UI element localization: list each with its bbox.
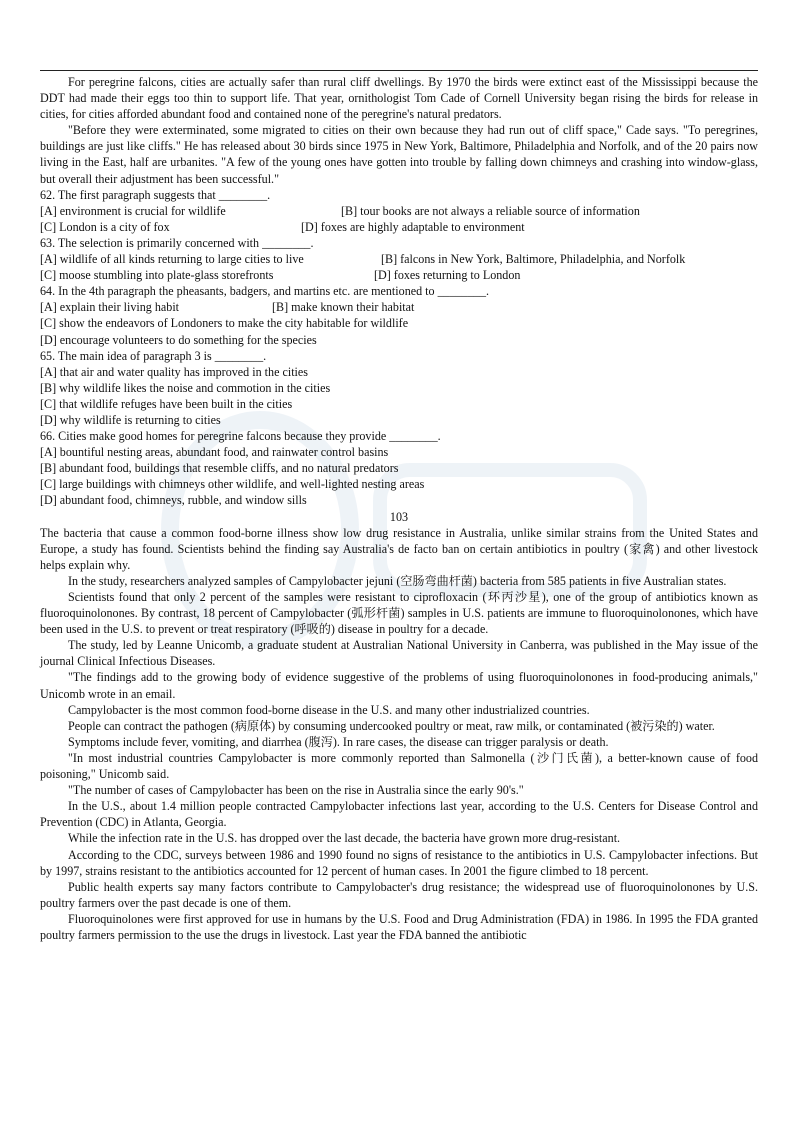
question-66-stem: 66. Cities make good homes for peregrine falcons because they provide ________. (40, 429, 441, 444)
passage2-paragraph: "In most industrial countries Campylobacter is more commonly reported than Salmonella (沙门氏菌), a better-known cause of food poisoning," Unicomb said. (40, 750, 758, 782)
question-63-options-row-2 (40, 267, 758, 283)
passage2-paragraph: While the infection rate in the U.S. has dropped over the last decade, the bacteria have grown more drug-resistant. (68, 831, 621, 846)
passage2-paragraph: "The number of cases of Campylobacter has been on the rise in Australia since the early 90's." (68, 783, 524, 798)
question-62-options-row-2 (40, 219, 758, 235)
passage2-paragraph: "The findings add to the growing body of evidence suggestive of the problems of using fluoroquinolonones in food-producing animals," Unicomb wrote in an email. (40, 670, 758, 701)
question-64-options-row-1 (40, 299, 758, 315)
passage2-paragraph: Scientists found that only 2 percent of the samples were resistant to ciprofloxacin (环丙沙星), one of the group of antibiotics known as fluoroquinolonones. By contrast, 18 percent of Campylobacter (弧形杆菌) samples in U.S. patients are immune to fluoroquinolonones, which have been used in the U.S. to prevent or treat respiratory (呼吸的) disease in poultry for a decade. (40, 590, 758, 637)
passage2-paragraph: Symptoms include fever, vomiting, and diarrhea (腹泻). In rare cases, the disease can trigger paralysis or death. (68, 734, 609, 749)
passage2-paragraph: The study, led by Leanne Unicomb, a graduate student at Australian National University in Canberra, was published in the May issue of the journal Clinical Infectious Diseases. (40, 638, 758, 669)
option-c: [C] London is a city of fox (40, 219, 170, 234)
option-b: [B] why wildlife likes the noise and commotion in the cities (40, 380, 331, 395)
top-rule (40, 70, 758, 71)
option-a: [A] environment is crucial for wildlife (40, 203, 226, 218)
option-c: [C] show the endeavors of Londoners to make the city habitable for wildlife (40, 316, 409, 331)
option-b: [B] falcons in New York, Baltimore, Philadelphia, and Norfolk (381, 252, 686, 267)
question-63-stem: 63. The selection is primarily concerned with ________. (40, 235, 314, 250)
question-63-options-row-1 (40, 251, 758, 267)
question-62-options-row-1 (40, 203, 758, 219)
document-page (40, 70, 758, 943)
question-62-stem: 62. The first paragraph suggests that ________. (40, 187, 271, 202)
option-d: [D] foxes are highly adaptable to environment (301, 219, 525, 234)
passage2-paragraph: In the U.S., about 1.4 million people contracted Campylobacter infections last year, according to the U.S. Centers for Disease Control and Prevention (CDC) in Atlanta, Georgia. (40, 799, 758, 830)
option-b: [B] abundant food, buildings that resemble cliffs, and no natural predators (40, 461, 399, 476)
option-a: [A] that air and water quality has improved in the cities (40, 364, 308, 379)
passage2-paragraph: Fluoroquinolones were first approved for use in humans by the U.S. Food and Drug Administration (FDA) in 1986. In 1995 the FDA granted poultry farmers permission to the use the drugs in livestock. Last year the FDA banned the antibiotic (40, 911, 758, 942)
option-d: [D] why wildlife is returning to cities (40, 412, 221, 427)
passage1-paragraph: For peregrine falcons, cities are actually safer than rural cliff dwellings. By 1970 the birds were extinct east of the Mississippi because the DDT had made their eggs too thin to support life. That year, ornithologist Tom Cade of Cornell University began rising the birds for release in cities, for cities afforded abundant food and contained none of the peregrine's natural predators. (40, 75, 758, 122)
passage2-paragraph: Campylobacter is the most common food-borne disease in the U.S. and many other industrialized countries. (68, 702, 590, 717)
option-c: [C] large buildings with chimneys other wildlife, and well-lighted nesting areas (40, 477, 425, 492)
option-a: [A] wildlife of all kinds returning to large cities to live (40, 252, 304, 267)
option-c: [C] moose stumbling into plate-glass storefronts (40, 268, 274, 283)
option-b: [B] make known their habitat (272, 300, 415, 315)
passage2-paragraph: The bacteria that cause a common food-borne illness show low drug resistance in Australia, unlike similar strains from the United States and Europe, a study has found. Scientists behind the finding say Australia's de facto ban on certain antibiotics in poultry (家禽) and other livestock helps explain why. (40, 525, 758, 572)
option-d: [D] encourage volunteers to do something for the species (40, 332, 317, 347)
option-d: [D] foxes returning to London (374, 268, 521, 283)
option-a: [A] explain their living habit (40, 300, 180, 315)
question-65-stem: 65. The main idea of paragraph 3 is ________. (40, 348, 267, 363)
option-d: [D] abundant food, chimneys, rubble, and window sills (40, 493, 307, 508)
passage2-paragraph: According to the CDC, surveys between 1986 and 1990 found no signs of resistance to the antibiotics in U.S. Campylobacter infections. But by 1997, strains resistant to the antibiotics accounted for 12 percent of human cases. In 2001 the figure climbed to 18 percent. (40, 847, 758, 878)
option-b: [B] tour books are not always a reliable source of information (341, 203, 640, 218)
option-a: [A] bountiful nesting areas, abundant food, and rainwater control basins (40, 445, 389, 460)
passage1-paragraph: "Before they were exterminated, some migrated to cities on their own because they had run out of cliff space," Cade says. "To peregrines, buildings are just like cliffs." He has released about 30 birds since 1975 in New York, Baltimore, Philadelphia and Norfolk, and of the 20 pairs now living in the East, half are urbanites. "A few of the young ones have gotten into trouble by falling down chimneys and crashing into window-glass, but overall their adjustment has been successful." (40, 123, 758, 186)
passage2-paragraph: Public health experts say many factors contribute to Campylobacter's drug resistance; the widespread use of fluoroquinolonones by U.S. poultry farmers over the past decade is one of them. (40, 879, 758, 910)
passage2-paragraph: People can contract the pathogen (病原体) by consuming undercooked poultry or meat, raw milk, or contaminated (被污染的) water. (68, 718, 715, 733)
page-number: 103 (389, 509, 409, 524)
passage2-paragraph: In the study, researchers analyzed samples of Campylobacter jejuni (空肠弯曲杆菌) bacteria from 585 patients in five Australian states. (68, 573, 727, 588)
question-64-stem: 64. In the 4th paragraph the pheasants, badgers, and martins etc. are mentioned to ________. (40, 284, 490, 299)
option-c: [C] that wildlife refuges have been built in the cities (40, 396, 293, 411)
